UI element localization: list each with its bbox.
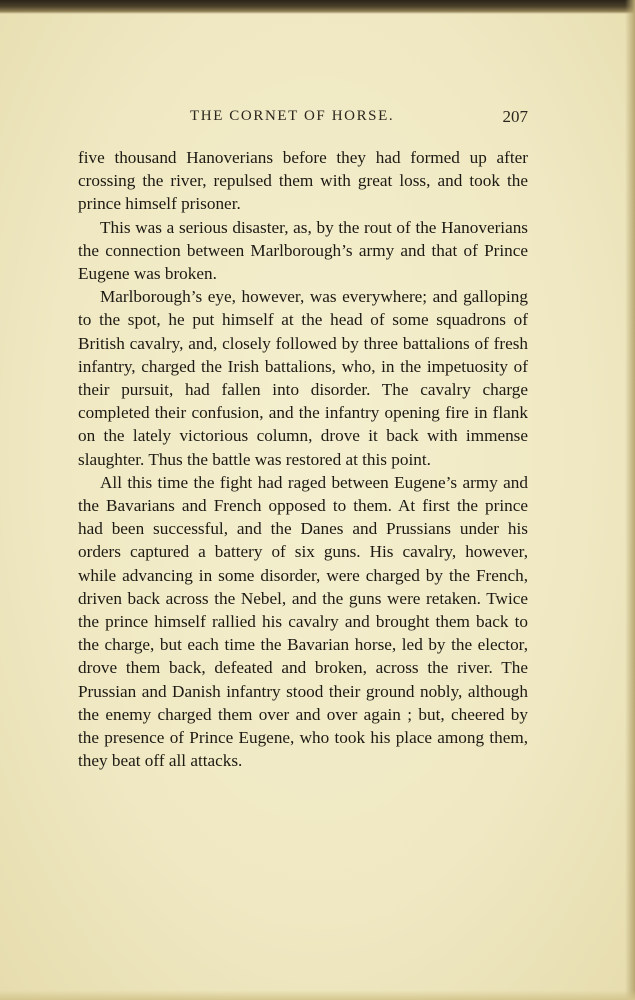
page-top-edge-shadow — [0, 0, 635, 14]
page-right-edge-shadow — [625, 0, 635, 1000]
page-bottom-edge-shadow — [0, 990, 635, 1000]
page-header — [78, 108, 528, 132]
paragraph: Marlborough’s eye, however, was everywhere; and galloping to the spot, he put himself at the head of some squadrons of British cavalry, and, closely followed by three battalions of fresh infantry, charged the Irish battalions, who, in the impetuosity of their pursuit, had fallen into disorder. The cavalry charge completed their confusion, and the infantry opening fire in flank on the lately victorious column, drove it back with immense slaughter. Thus the battle was restored at this point. — [78, 287, 528, 469]
running-title: THE CORNET OF HORSE. — [190, 108, 395, 124]
paragraph: This was a serious disaster, as, by the rout of the Hanoverians the connection between Marlborough’s army and that of Prince Eugene was broken. — [78, 217, 528, 284]
paragraph-continued: five thousand Hanoverians before they had formed up after crossing the river, repulsed them with great loss, and took the prince himself prisoner. — [78, 148, 528, 214]
body-text — [78, 146, 528, 772]
paragraph: All this time the fight had raged between Eugene’s army and the Bavarians and French opposed to them. At first the prince had been successful, and the Danes and Prussians under his orders captured a battery of six guns. His cavalry, however, while advancing in some disorder, were charged by the French, driven back across the Nebel, and the guns were retaken. Twice the prince himself rallied his cavalry and brought them back to the charge, but each time the Bavarian horse, led by the elector, drove them back, defeated and broken, across the river. The Prussian and Danish infantry stood their ground nobly, although the enemy charged them over and over again ; but, cheered by the presence of Prince Eugene, who took his place among them, they beat off all attacks. — [78, 472, 528, 771]
page-number: 207 — [502, 107, 528, 126]
